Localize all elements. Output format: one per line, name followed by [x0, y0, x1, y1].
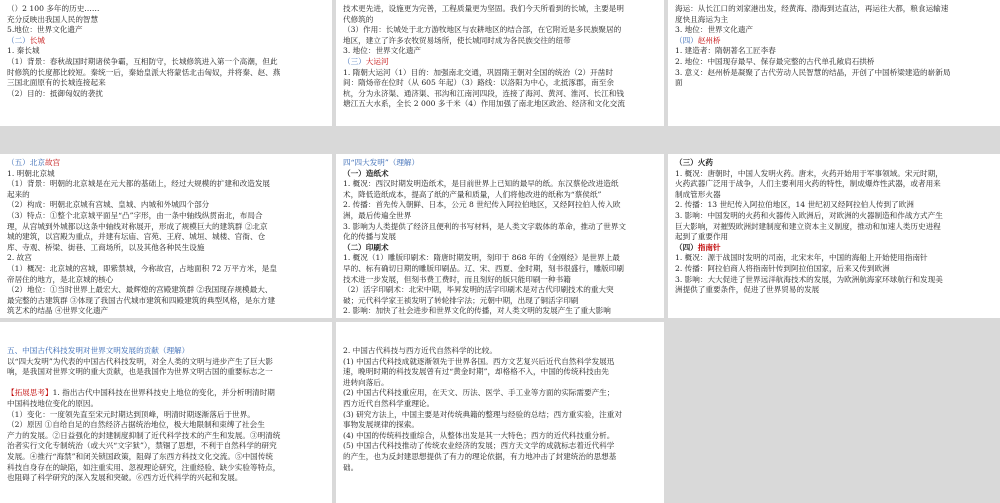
text-line: 3. 地位：世界文化遗产: [343, 46, 422, 56]
text-line: （2）活字印刷术：北宋中期，毕昇发明的活字印刷术是对古代印刷技术的重大突: [343, 285, 614, 295]
text-line: 进转向落后。: [343, 377, 389, 387]
text-line: （）2 100 多年的历史……: [7, 4, 100, 13]
text-line: 城的建筑，以宫殿为重点，并建有坛庙、宫苑、王府、城垣、城楼、官衙、仓: [7, 232, 266, 242]
text-line: 三国北面原有的长城连接起来: [7, 78, 106, 88]
text-line: 发展。④推行“海禁”和闭关锁国政策，阻碍了东西方科技文化交流。⑤中国传统: [7, 451, 273, 461]
text-line: (4) 中国的传统科技重综合，从整体出发是其一大特色；西方的近代科技重分析。: [343, 430, 615, 440]
text-line: 早的、标有确切日期的雕版印刷品。辽、宋、西夏、金时期，刻书很盛行，雕版印刷: [343, 263, 624, 273]
text-line: 火药武器广泛用于战争，人们主要利用火药的特性，制成爆炸性武器，或者用来: [675, 179, 941, 189]
text-line: 起到了重要作用: [675, 232, 729, 242]
text-line: 础。: [343, 462, 359, 472]
text-line: 面: [675, 78, 683, 88]
text-line: 1. 秦长城: [7, 46, 40, 56]
text-line: 也阻碍了科学研究的深入发展和突破。⑥西方近代科学的兴起和发展。: [7, 473, 243, 483]
text-line: 技术进一步发展，但刻书费工费时，而且刻好的版只能印刷一种书籍: [343, 274, 571, 284]
text-line: 中国科技地位变化的原因。: [7, 398, 99, 408]
text-line: (2) 中国古代科技重应用，在天文、历法、医学、手工业等方面的实际需要产生；: [343, 388, 615, 398]
text-line: （2）目的：抵御匈奴的袭扰: [7, 88, 103, 98]
text-line: 塘江五大水系，全长 2 000 多千米（4）作用加强了南北地区政治、经济和文化交流: [343, 99, 625, 109]
text-line: 五、中国古代科技发明对世界文明发展的贡献（理解）: [7, 346, 190, 355]
highlight: 指南针: [697, 242, 721, 252]
text-line: 术，降低造纸成本，提高了纸的产量和质量，人们将他改进的纸称为“蔡侯纸”: [343, 189, 602, 199]
text-line: （四）指南针: [675, 242, 721, 252]
text-line: 响，是我国对世界文明的重大贡献，也是我国作为世界文明古国的重要标志之一: [7, 367, 273, 377]
highlight: 故宫: [44, 158, 61, 167]
text-line: 2. 传播：阿拉伯商人将指南针传到阿拉伯国家，后来又传到欧洲: [675, 263, 890, 273]
text-line: 2. 地位：中国现存最早、保存最完整的古代单孔敞肩石拱桥: [675, 56, 875, 66]
text-line: （三）火药: [675, 158, 713, 167]
text-line: 破；元代科学家王祯发明了转轮排字法；元朝中期，出现了铜活字印刷: [343, 295, 579, 305]
text-line: 充分反映出我国人民的智慧: [7, 14, 99, 24]
highlight: 大运河: [365, 56, 389, 66]
text-line: 洲，最后传遍全世界: [343, 210, 412, 220]
empty-slot: [668, 322, 1000, 503]
text-line: 事物发展规律的探索。: [343, 420, 419, 430]
text-line: 代修筑的: [343, 14, 374, 24]
text-line: （四）赵州桥: [675, 35, 721, 45]
text-line: 1. 明朝北京城: [7, 168, 55, 178]
text-line: 3. 影响：大大促进了世界远洋航海技术的发展，为欧洲航海家环球航行和发现美: [675, 274, 943, 284]
text-line: 理，从宫城到外城都以这条中轴线对称展开，形成了规模巨大的建筑群 ②北京: [7, 221, 268, 231]
text-line: （1）变化：一度领先直至宋元时期达到顶峰，明清时期逐渐落后于世界。: [7, 409, 255, 419]
text-line: （1）背景：春秋战国时期诸侯争霸，互相防守，长城修筑进入第一个高潮，但此: [7, 56, 278, 66]
text-line: （2）原因 ①自给自足的自然经济占据统治地位，极大地限制和束缚了社会生: [7, 420, 265, 430]
text-line: （1）概况：北京城的宫城，即紫禁城，今称故宫，占地面积 72 万平方米，是皇: [7, 263, 277, 273]
page-8: [336, 322, 664, 503]
text-line: （2）构成：明朝北京城有宫城、皇城、内城和外城四个部分: [7, 200, 210, 210]
text-line: 帝居住的地方，是北京城的核心: [7, 274, 114, 284]
page-1: [0, 0, 332, 126]
text-line: [7, 378, 325, 389]
text-line: 地区，建立了许多农牧贸易场所，使长城同时成为各民族交往的纽带: [343, 35, 571, 45]
text-line: （3）特点：①整个北京城平面呈“凸”字形，由一条中轴线纵贯南北，布局合: [7, 210, 263, 220]
text-line: （2）地位：①当时世界上最宏大、最辉煌的宫殿建筑群 ②我国现存规模最大、: [7, 285, 273, 295]
text-line: 1. 建造者：隋朝著名工匠李春: [675, 46, 776, 56]
text-line: 时修筑的长度都比较短。秦统一后，秦始皇派大将蒙恬北击匈奴，并将秦、赵、燕: [7, 67, 281, 77]
text-line: 杭，分为永济渠、通济渠、邗沟和江南河四段，连接了海河、黄河、淮河、长江和钱: [343, 88, 624, 98]
text-line: 【拓展思考】1. 指出古代中国科技在世界科技史上地位的变化，并分析明清时期: [7, 388, 275, 398]
text-line: 3. 地位：世界文化遗产: [675, 25, 754, 35]
text-line: （五）北京故宫: [7, 158, 61, 167]
text-line: 洲提供了重要条件，促进了世界贸易的发展: [675, 285, 820, 295]
text-line: 1. 概况：西汉时期发明造纸术，是目前世界上已知的最早的纸。东汉蔡伦改进造纸: [343, 179, 619, 189]
text-line: 起来的: [7, 189, 30, 199]
text-line: 5.地位：世界文化遗产: [7, 25, 83, 35]
page-7: [0, 322, 332, 503]
text-line: (3) 研究方法上，中国主要是对传统典籍的整理与经验的总结；西方重实验，注重对: [343, 409, 622, 419]
text-line: 以“四大发明”为代表的中国古代科技发明，对全人类的文明与进步产生了巨大影: [7, 356, 273, 366]
page-6: [668, 154, 1000, 318]
page-4: [0, 154, 332, 318]
text-line: 海运：从长江口的刘家港出发，经黄海、渤海到达直沽，再运往大都，粮食运输速: [675, 4, 949, 13]
text-line: 1. 概况（1）雕版印刷术：隋唐时期发明，刻印于 868 年的《金刚经》是世界上最: [343, 253, 620, 263]
page-3: [668, 0, 1000, 126]
text-line: 西方近代自然科学重理论。: [343, 398, 435, 408]
text-line: 3. 意义：赵州桥是凝聚了古代劳动人民智慧的结晶，开创了中国桥梁建造的崭新局: [675, 67, 951, 77]
text-line: 速，晚明时期的科技发展曾有过“黄金时期”，却格格不入，中国的传统科技由先: [343, 367, 609, 377]
text-line: 的产生，也为反封建思想提供了有力的理论依据，有力地冲击了封建统治的思想基: [343, 451, 617, 461]
text-line: （二）长城: [7, 35, 45, 45]
text-line: （三）大运河: [343, 56, 389, 66]
text-line: 制成管形火器: [675, 189, 721, 199]
text-line: (5) 中国古代科技推动了传统农业经济的发展；西方天文学的成就标志着近代科学: [343, 441, 615, 451]
text-line: 巨大影响，对摧毁欧洲封建制度和建立资本主义制度，推动和加速人类历史进程: [675, 221, 941, 231]
text-line: 库、寺观、桥梁、街巷、工商场所，以及其他各种民生设施: [7, 242, 205, 252]
text-line: 3. 影响：中国发明的火药和火器传入欧洲后，对欧洲的火器制造和作战方式产生: [675, 210, 943, 220]
highlight: 【拓展思考】: [7, 388, 53, 398]
text-line: 1. 概况：唐朝时，中国人发明火药。唐末，火药开始用于军事领域。宋元时期，: [675, 168, 943, 178]
text-line: 度快且海运为主: [675, 14, 729, 24]
text-line: （一）造纸术: [343, 168, 389, 178]
text-line: 四“四大发明”（理解）: [343, 158, 420, 167]
text-line: 化的传播与发展: [343, 232, 397, 242]
text-line: 最完整的古建筑群 ③体现了我国古代城市建筑和四殿建筑的典型风格，是东方建: [7, 295, 276, 305]
text-line: 2. 中国古代科技与西方近代自然科学的比较。: [343, 346, 497, 355]
text-line: 3. 影响为人类提供了经济且便利的书写材料，是人类文字载体的革命，推动了世界文: [343, 221, 627, 231]
text-line: 产力的发展。②日益强化的封建制度抑制了近代科学技术的产生和发展。③明清统: [7, 430, 281, 440]
text-line: 2. 故宫: [7, 253, 32, 263]
text-line: 筑艺术的结晶 ④世界文化遗产: [7, 306, 109, 316]
highlight: 长城: [29, 35, 45, 45]
text-line: （3）作用：长城处于北方游牧地区与农耕地区的结合部，在它附近是多民族聚居的: [343, 25, 622, 35]
highlight: 赵州桥: [697, 35, 721, 45]
text-line: 1. 隋朝大运河（1）目的：加强南北交通，巩固隋王朝对全国的统治（2）开凿时: [343, 67, 613, 77]
text-line: 2. 传播：13 世纪传入阿拉伯地区，14 世纪初又经阿拉伯人传到了欧洲: [675, 200, 914, 210]
text-line: 技术更先进，设施更为完善，工程质量更为坚固。我们今天所看到的长城，主要是明: [343, 4, 624, 13]
text-line: （二）印刷术: [343, 242, 389, 252]
text-line: 间：隋炀帝在位时（从 605 年起）（3）路线：以洛阳为中心，北抵涿郡，南至余: [343, 78, 614, 88]
text-line: 2. 影响：加快了社会进步和世界文化的传播，对人类文明的发展产生了重大影响: [343, 306, 611, 316]
text-line: 2. 传播：首先传入朝鲜、日本，公元 8 世纪传入阿拉伯地区，又经阿拉伯人传入欧: [343, 200, 621, 210]
text-line: （1）背景：明朝的北京城是在元大都的基础上，经过大规模的扩建和改造发展: [7, 179, 271, 189]
page-5: [336, 154, 664, 318]
text-line: 科技自身存在的缺陷，如注重实用、忽视理论研究，注重经验、缺少实验等特点，: [7, 462, 281, 472]
page-2: [336, 0, 664, 126]
text-line: 1. 概况：源于战国时发明的司南，北宋末年，中国的海船上开始使用指南针: [675, 253, 928, 263]
text-line: (1) 中国古代科技成就逐渐领先于世界各国。西方文艺复兴后近代自然科学发展迅: [343, 356, 615, 366]
text-line: 治者实行文化专制统治（或大兴“文字狱”），禁锢了思想，不利于自然科学的研究: [7, 441, 277, 451]
